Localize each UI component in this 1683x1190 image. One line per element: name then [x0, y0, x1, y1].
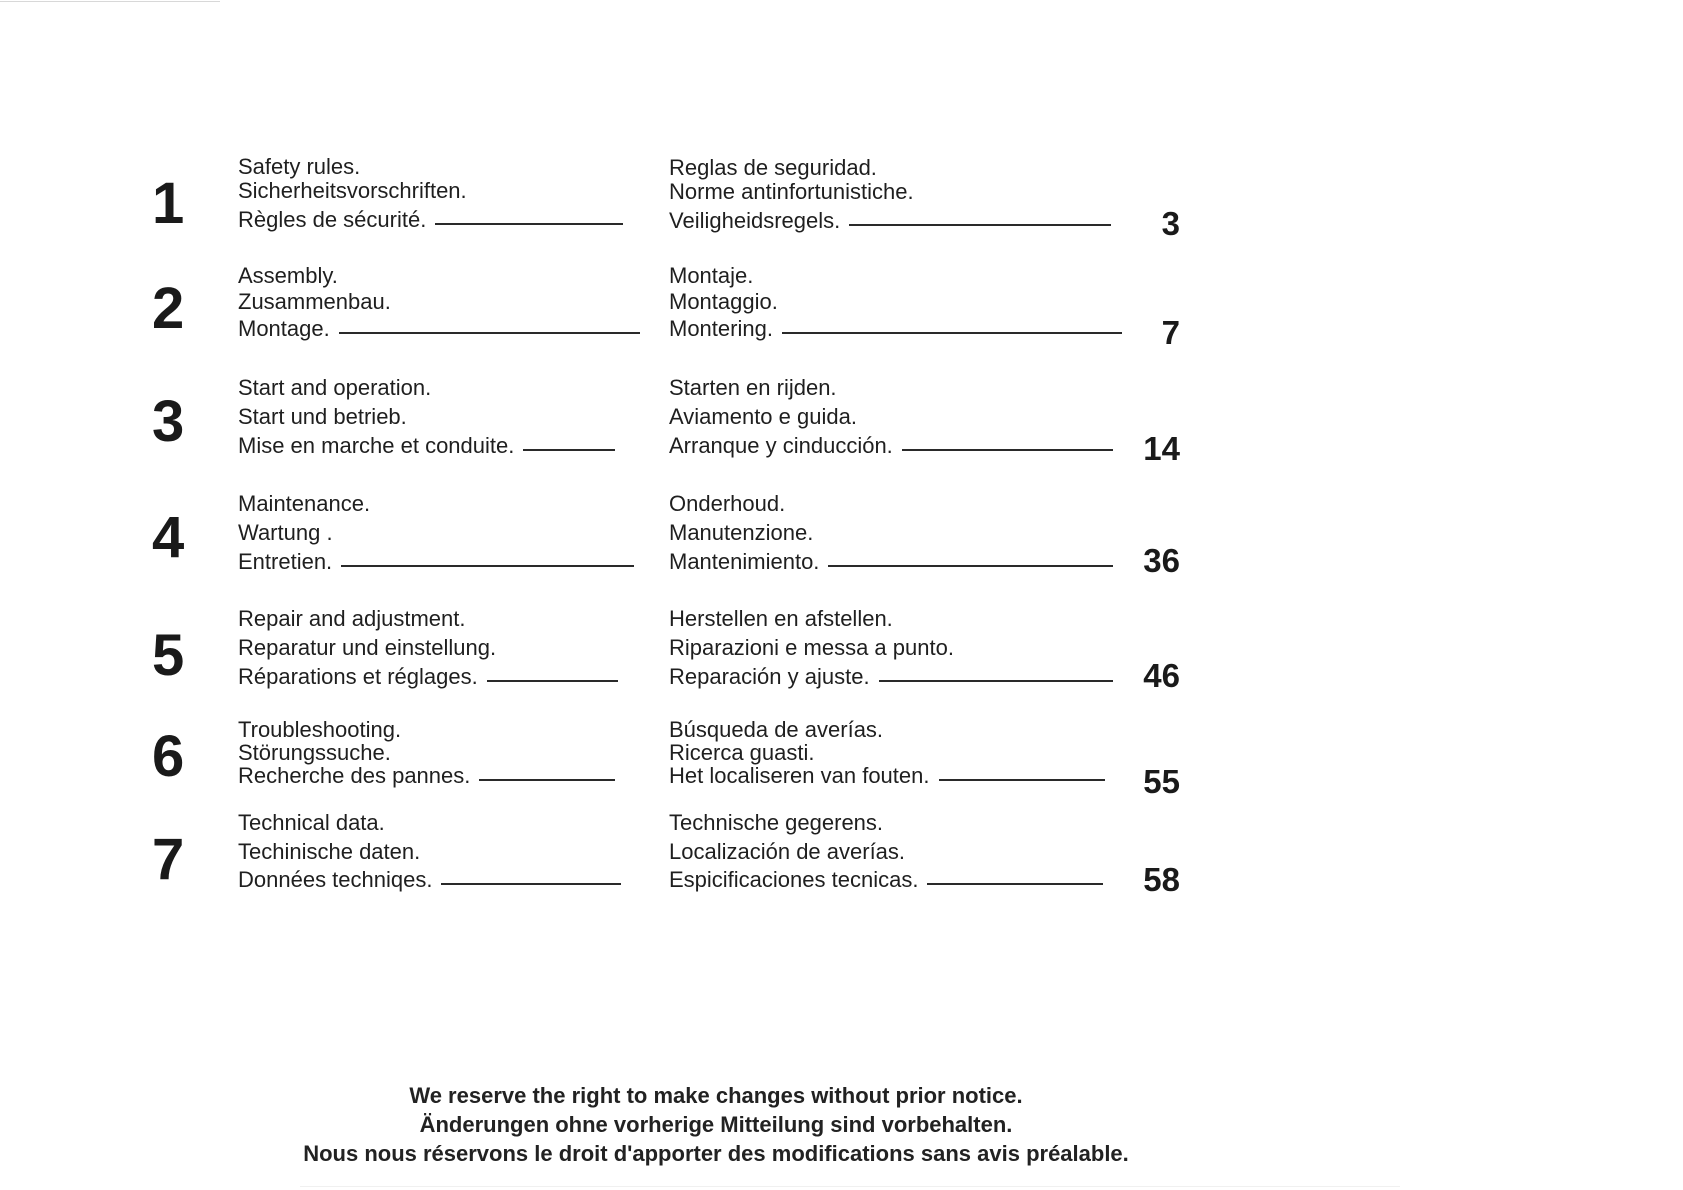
dot-leader [828, 565, 1113, 567]
toc-title-it: Aviamento e guida. [669, 404, 857, 429]
section-number: 7 [152, 827, 185, 892]
toc-title-es: Onderhoud. [669, 491, 786, 516]
section-number: 3 [152, 389, 185, 454]
disclaimer-fr: Nous nous réservons le droit d'apporter des modifications sans avis préalable. [303, 1141, 1129, 1166]
dot-leader [479, 779, 615, 781]
toc-title-nl: Veiligheidsregels. [669, 208, 841, 233]
toc-title-es: Starten en rijden. [669, 375, 837, 400]
toc-title-en: Assembly. [238, 263, 338, 288]
toc-title-es: Montaje. [669, 263, 754, 288]
toc-title-it: Riparazioni e messa a punto. [669, 635, 954, 660]
dot-leader [441, 883, 621, 885]
toc-title-nl-row [669, 550, 1113, 574]
dot-leader [341, 565, 634, 567]
toc-title-nl: Arranque y cinducción. [669, 433, 893, 458]
toc-title-nl-row [669, 434, 1113, 458]
toc-title-it: Manutenzione. [669, 520, 814, 545]
dot-leader [849, 224, 1111, 226]
toc-title-en: Repair and adjustment. [238, 606, 466, 631]
section-number: 1 [152, 171, 185, 236]
toc-section-7[interactable] [0, 811, 1683, 901]
dot-leader [435, 223, 623, 225]
toc-title-it: Ricerca guasti. [669, 740, 815, 765]
toc-title-it: Montaggio. [669, 289, 778, 314]
dot-leader [339, 332, 640, 334]
toc-title-en: Start and operation. [238, 375, 432, 400]
dot-leader [902, 449, 1113, 451]
toc-title-de: Störungssuche. [238, 740, 391, 765]
dot-leader [487, 680, 618, 682]
toc-title-es: Reglas de seguridad. [669, 155, 877, 180]
toc-title-nl: Het localiseren van fouten. [669, 763, 930, 788]
toc-section-3[interactable] [0, 376, 1683, 466]
toc-section-4[interactable] [0, 492, 1683, 582]
toc-title-de: Zusammenbau. [238, 289, 391, 314]
toc-title-fr: Règles de sécurité. [238, 207, 427, 232]
toc-title-nl: Montering. [669, 316, 773, 341]
toc-title-en: Troubleshooting. [238, 717, 402, 742]
toc-title-fr: Montage. [238, 316, 330, 341]
toc-title-nl-row [669, 665, 1113, 689]
toc-title-de: Reparatur und einstellung. [238, 635, 497, 660]
toc-title-fr-row [238, 665, 618, 689]
toc-title-de: Start und betrieb. [238, 404, 407, 429]
page-number: 55 [1143, 763, 1180, 800]
toc-title-fr: Réparations et réglages. [238, 664, 478, 689]
toc-title-es: Herstellen en afstellen. [669, 606, 893, 631]
section-number: 4 [152, 505, 185, 570]
toc-section-1[interactable] [0, 155, 1683, 245]
dot-leader [879, 680, 1113, 682]
page-number: 58 [1143, 861, 1180, 898]
toc-title-en: Safety rules. [238, 154, 361, 179]
section-number: 5 [152, 623, 185, 688]
toc-title-fr-row [238, 434, 615, 458]
toc-title-fr-row [238, 208, 623, 232]
toc-title-nl-row [669, 317, 1122, 341]
toc-title-fr-row [238, 868, 621, 892]
dot-leader [927, 883, 1103, 885]
disclaimer-en: We reserve the right to make changes without prior notice. [409, 1083, 1023, 1108]
toc-title-nl-row [669, 868, 1103, 892]
toc-title-fr: Données techniqes. [238, 867, 433, 892]
toc-title-nl: Reparación y ajuste. [669, 664, 870, 689]
toc-title-de: Techinische daten. [238, 839, 421, 864]
toc-section-2[interactable] [0, 264, 1683, 354]
toc-title-es: Búsqueda de averías. [669, 717, 884, 742]
toc-title-es: Technische gegerens. [669, 810, 884, 835]
toc-title-en: Maintenance. [238, 491, 371, 516]
dot-leader [523, 449, 615, 451]
page-number: 3 [1161, 205, 1180, 242]
toc-title-nl: Espicificaciones tecnicas. [669, 867, 919, 892]
toc-title-fr-row [238, 764, 615, 788]
toc-title-fr-row [238, 317, 640, 341]
toc-title-nl: Mantenimiento. [669, 549, 820, 574]
scan-edge-line [0, 1, 220, 2]
disclaimer-footer [0, 1081, 1432, 1168]
toc-title-fr: Entretien. [238, 549, 333, 574]
toc-title-nl-row [669, 764, 1105, 788]
toc-section-5[interactable] [0, 607, 1683, 697]
toc-section-6[interactable] [0, 718, 1683, 808]
toc-title-en: Technical data. [238, 810, 385, 835]
dot-leader [782, 332, 1122, 334]
toc-title-de: Sicherheitsvorschriften. [238, 178, 467, 203]
page-number: 14 [1143, 430, 1180, 467]
page-number: 36 [1143, 542, 1180, 579]
toc-title-de: Wartung . [238, 520, 333, 545]
scan-edge-line [300, 1186, 1400, 1187]
section-number: 6 [152, 724, 185, 789]
toc-title-fr: Mise en marche et conduite. [238, 433, 515, 458]
page-number: 7 [1161, 314, 1180, 351]
toc-title-fr-row [238, 550, 634, 574]
page-number: 46 [1143, 657, 1180, 694]
section-number: 2 [152, 276, 185, 341]
toc-title-it: Localización de averías. [669, 839, 906, 864]
dot-leader [939, 779, 1105, 781]
toc-title-it: Norme antinfortunistiche. [669, 179, 914, 204]
toc-title-nl-row [669, 209, 1111, 233]
toc-title-fr: Recherche des pannes. [238, 763, 471, 788]
disclaimer-de: Änderungen ohne vorherige Mitteilung sind vorbehalten. [419, 1112, 1013, 1137]
